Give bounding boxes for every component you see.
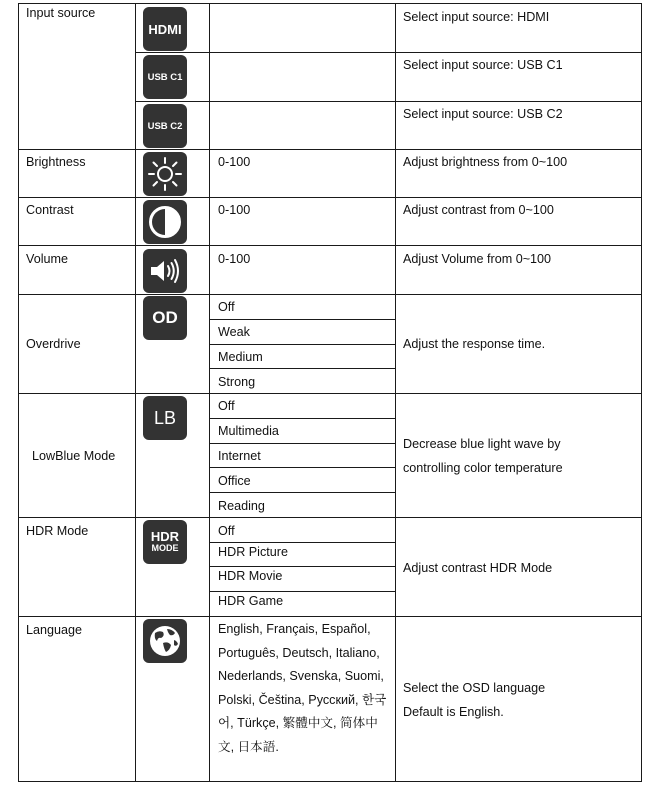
option-hdr-movie: HDR Movie: [218, 569, 283, 583]
speaker-icon: [143, 249, 187, 293]
row-label-hdr: HDR Mode: [26, 524, 89, 538]
option-divider: [210, 467, 396, 468]
option-lowblue-office: Office: [218, 474, 251, 488]
option-divider: [210, 418, 396, 419]
desc-lowblue-line1: Decrease blue light wave by: [403, 437, 561, 451]
globe-icon: [143, 619, 187, 663]
desc-contrast: Adjust contrast from 0~100: [403, 203, 554, 217]
option-divider: [210, 492, 396, 493]
desc-language-line2: Default is English.: [403, 705, 504, 719]
option-overdrive-weak: Weak: [218, 325, 250, 339]
row-label-lowblue: LowBlue Mode: [32, 449, 116, 463]
desc-overdrive: Adjust the response time.: [403, 337, 546, 351]
desc-brightness: Adjust brightness from 0~100: [403, 155, 568, 169]
row-label-volume: Volume: [26, 252, 69, 266]
row-label-brightness: Brightness: [26, 155, 86, 169]
row-label-input-source: Input source: [26, 6, 96, 20]
row-label-language: Language: [26, 623, 83, 637]
row-divider: [18, 197, 642, 198]
range-contrast: 0-100: [218, 203, 251, 217]
option-overdrive-medium: Medium: [218, 350, 263, 364]
row-divider: [18, 245, 642, 246]
table-border-right: [641, 3, 642, 782]
option-hdr-off: Off: [218, 524, 235, 538]
column-divider: [209, 3, 210, 782]
usb-c2-icon: USB C2: [143, 104, 187, 148]
table-border-bottom: [18, 781, 642, 782]
option-divider: [210, 368, 396, 369]
column-divider: [135, 3, 136, 782]
option-divider: [210, 566, 396, 567]
option-hdr-game: HDR Game: [218, 594, 284, 608]
range-volume: 0-100: [218, 252, 251, 266]
column-divider: [395, 3, 396, 782]
option-lowblue-reading: Reading: [218, 499, 265, 513]
row-divider: [136, 52, 642, 53]
option-lowblue-multimedia: Multimedia: [218, 424, 279, 438]
row-divider: [18, 517, 642, 518]
desc-input-usb-c1: Select input source: USB C1: [403, 58, 563, 72]
option-lowblue-internet: Internet: [218, 449, 261, 463]
option-hdr-picture: HDR Picture: [218, 545, 288, 559]
hdmi-icon: HDMI: [143, 7, 187, 51]
option-divider: [210, 319, 396, 320]
hdr-mode-icon: HDR MODE: [143, 520, 187, 564]
table-border-top: [18, 3, 642, 4]
option-divider: [210, 591, 396, 592]
od-icon: OD: [143, 296, 187, 340]
desc-input-usb-c2: Select input source: USB C2: [403, 107, 563, 121]
row-divider: [18, 294, 642, 295]
usb-c1-icon: USB C1: [143, 55, 187, 99]
desc-lowblue-line2: controlling color temperature: [403, 461, 563, 475]
option-lowblue-off: Off: [218, 399, 235, 413]
table-border-left: [18, 3, 19, 782]
row-divider: [18, 616, 642, 617]
row-divider: [18, 149, 642, 150]
desc-language-line1: Select the OSD language: [403, 681, 546, 695]
language-list: English, Français, Español, Português, Deutsch, Italiano, Nederlands, Svenska, Suomi, Polski, Čeština, Русский, 한국어, Türkçe, 繁體中文, 简体中文, 日本語.: [218, 622, 387, 754]
option-overdrive-off: Off: [218, 300, 235, 314]
row-divider: [18, 393, 642, 394]
option-divider: [210, 344, 396, 345]
desc-input-hdmi: Select input source: HDMI: [403, 10, 550, 24]
range-brightness: 0-100: [218, 155, 251, 169]
option-divider: [210, 542, 396, 543]
row-label-contrast: Contrast: [26, 203, 74, 217]
option-divider: [210, 443, 396, 444]
sun-icon: [143, 152, 187, 196]
desc-hdr: Adjust contrast HDR Mode: [403, 561, 553, 575]
contrast-icon: [143, 200, 187, 244]
lb-icon: LB: [143, 396, 187, 440]
row-divider: [136, 101, 642, 102]
desc-volume: Adjust Volume from 0~100: [403, 252, 552, 266]
option-overdrive-strong: Strong: [218, 375, 256, 389]
row-label-overdrive: Overdrive: [26, 337, 81, 351]
